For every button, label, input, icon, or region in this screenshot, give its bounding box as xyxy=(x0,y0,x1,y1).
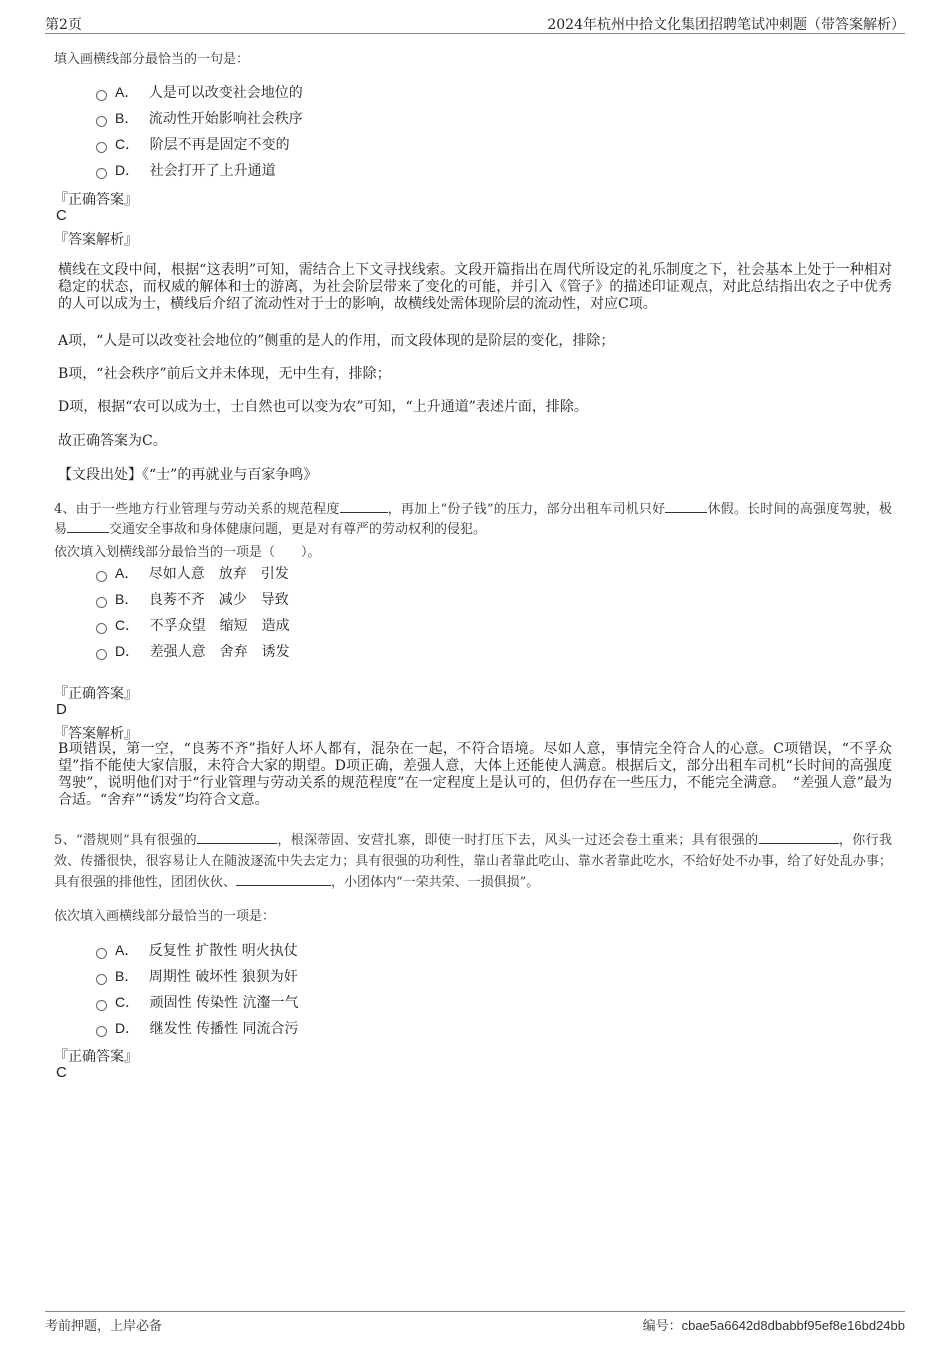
footer-divider xyxy=(45,1311,905,1312)
q4-option-a[interactable]: A． 尽如人意 放弃 引发 xyxy=(96,563,289,583)
q5-stem: 5、“潜规则”具有很强的 ，根深蒂固、安营扎寨，即使一时打压下去，风头一过还会卷土重来；具有很强的 ，你行我效、传播很快，很容易让人在随波逐流中失去定力；具有很强的功利性，靠山者靠此吃山、靠水者靠此吃水，不给好处不办事，给了好处乱办事；具有很强的排他性，团团伙伙、 ，小团体内“一荣共荣、一损俱损”。 xyxy=(54,833,892,890)
q4-answer-label: 『正确答案』 xyxy=(54,686,138,702)
q3-option-b[interactable]: B． 流动性开始影响社会秩序 xyxy=(96,108,303,128)
radio-icon[interactable] xyxy=(96,168,107,179)
q3-analysis-d: D项，根据“农可以成为士，士自然也可以变为农”可知，“上升通道”表述片面，排除。 xyxy=(58,399,588,415)
radio-icon[interactable] xyxy=(96,116,107,127)
blank-line[interactable] xyxy=(67,520,109,533)
q5-option-c[interactable]: C． 顽固性 传染性 沆瀣一气 xyxy=(96,992,298,1012)
footer-slogan: 考前押题，上岸必备 xyxy=(45,1319,163,1334)
q3-analysis-a: A项，“人是可以改变社会地位的”侧重的是人的作用，而文段体现的是阶层的变化，排除； xyxy=(58,333,615,349)
q3-conclusion: 故正确答案为C。 xyxy=(58,433,167,449)
q3-analysis-label: 『答案解析』 xyxy=(54,232,138,248)
q4-stem: 4、由于一些地方行业管理与劳动关系的规范程度 ，再加上“份子钱”的压力，部分出租车司机只好 休假。长时间的高强度驾驶，极易 交通安全事故和身体健康问题，更是对有尊严的劳动权利的侵犯。 xyxy=(54,502,892,537)
header-divider xyxy=(45,33,905,34)
q5-option-b[interactable]: B． 周期性 破坏性 狼狈为奸 xyxy=(96,966,298,986)
q3-option-d[interactable]: D． 社会打开了上升通道 xyxy=(96,160,276,180)
radio-icon[interactable] xyxy=(96,571,107,582)
blank-line[interactable] xyxy=(759,831,839,844)
blank-line[interactable] xyxy=(197,831,277,844)
q3-answer: C xyxy=(56,207,67,224)
radio-icon[interactable] xyxy=(96,649,107,660)
radio-icon[interactable] xyxy=(96,974,107,985)
blank-line[interactable] xyxy=(236,873,331,886)
q5-answer-label: 『正确答案』 xyxy=(54,1049,138,1065)
radio-icon[interactable] xyxy=(96,948,107,959)
radio-icon[interactable] xyxy=(96,1026,107,1037)
q5-option-d[interactable]: D． 继发性 传播性 同流合污 xyxy=(96,1018,298,1038)
q4-prompt: 依次填入划横线部分最恰当的一项是（ ）。 xyxy=(54,545,321,560)
radio-icon[interactable] xyxy=(96,142,107,153)
blank-line[interactable] xyxy=(665,500,707,513)
q3-prompt: 填入画横线部分最恰当的一句是： xyxy=(54,52,250,67)
radio-icon[interactable] xyxy=(96,90,107,101)
radio-icon[interactable] xyxy=(96,623,107,634)
q5-answer: C xyxy=(56,1064,67,1081)
q3-answer-label: 『正确答案』 xyxy=(54,192,138,208)
radio-icon[interactable] xyxy=(96,597,107,608)
q4-analysis-label: 『答案解析』 xyxy=(54,726,138,742)
q4-option-b[interactable]: B． 良莠不齐 减少 导致 xyxy=(96,589,289,609)
q3-analysis-main: 横线在文段中间，根据“这表明”可知，需结合上下文寻找线索。文段开篇指出在周代所设定的礼乐制度之下，社会基本上处于一种相对稳定的状态，而权威的解体和士的游离，为社会阶层带来了变化的可能，并引入《管子》的描述印证观点，对此总结指出农之子中优秀的人可以成为士，横线后介绍了流动性对于士的影响，故横线处需体现阶层的流动性，对应C项。 xyxy=(58,262,892,312)
q4-option-d[interactable]: D． 差强人意 舍弃 诱发 xyxy=(96,641,290,661)
q4-analysis: B项错误，第一空，“良莠不齐”指好人坏人都有，混杂在一起，不符合语境。尽如人意，事情完全符合人的心意。C项错误，“不孚众望”指不能使大家信服，未符合大家的期望。D项正确，差强人意，大体上还能使人满意。根据后文，部分出租车司机“长时间的高强度驾驶”，说明他们对于“行业管理与劳动关系的规范程度”在一定程度上是认可的，但仍存在一些压力，不能完全满意。 “差强人意”最为合适。“舍弃”“诱发”均符合文意。 xyxy=(58,741,892,808)
q3-option-c[interactable]: C． 阶层不再是固定不变的 xyxy=(96,134,290,154)
q5-prompt: 依次填入画横线部分最恰当的一项是： xyxy=(54,909,276,924)
footer-code: 编号：cbae5a6642d8dbabbf95ef8e16bd24bb xyxy=(642,1318,905,1334)
q5-option-a[interactable]: A． 反复性 扩散性 明火执仗 xyxy=(96,940,298,960)
blank-line[interactable] xyxy=(340,500,388,513)
q4-answer: D xyxy=(56,701,67,718)
q4-option-c[interactable]: C． 不孚众望 缩短 造成 xyxy=(96,615,290,635)
q3-analysis-b: B项，“社会秩序”前后文并未体现，无中生有，排除； xyxy=(58,366,391,382)
page-number: 第2页 xyxy=(45,17,82,33)
document-title: 2024年杭州中拾文化集团招聘笔试冲刺题（带答案解析） xyxy=(547,17,905,33)
q3-source: 【文段出处】《“士”的再就业与百家争鸣》 xyxy=(58,467,318,483)
radio-icon[interactable] xyxy=(96,1000,107,1011)
q3-option-a[interactable]: A． 人是可以改变社会地位的 xyxy=(96,82,303,102)
